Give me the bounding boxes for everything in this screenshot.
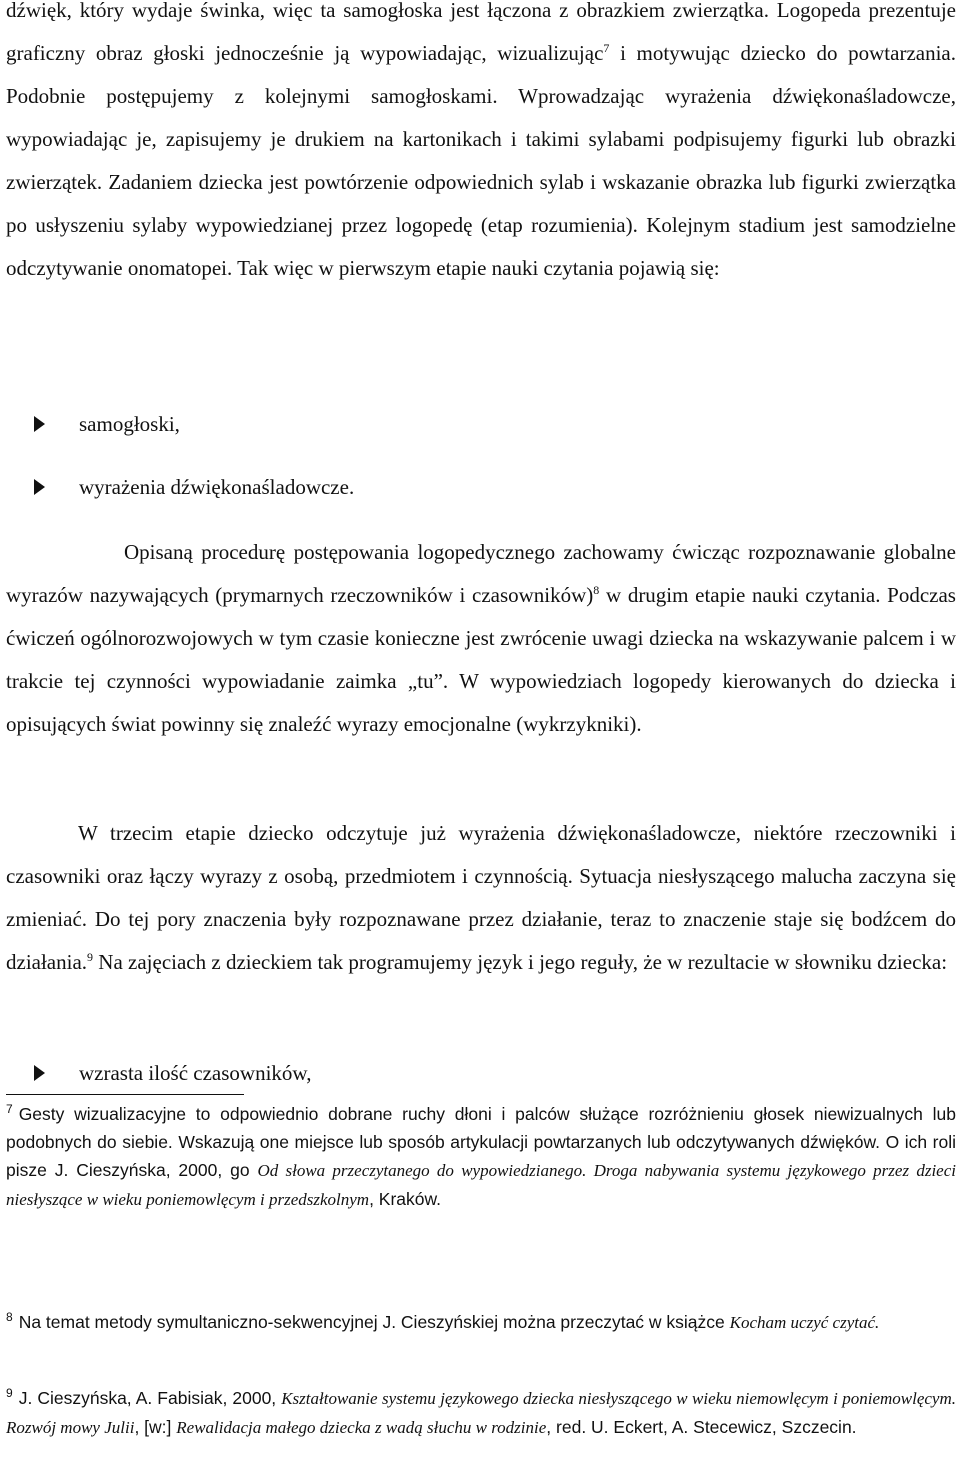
paragraph-2-text-a: Opisaną procedurę postępowania logopedycznego zachowamy ćwicząc rozpoznawanie globalne wyrazów nazywających (prymarnych rzeczowników i czasowników) [6,540,956,607]
footnote-text: J. Cieszyńska, A. Fabisiak, 2000, [18,1388,282,1408]
list-item [34,404,180,444]
footnote-separator [6,1094,244,1095]
footnote-title: Od słowa przeczytanego do wypowiedzianego. Droga nabywania systemu językowego przez dzieci niesłyszące w wieku poniemowlęcym i przedszkolnym [6,1161,956,1209]
footnote-9 [6,1384,956,1442]
footnote-title: Kocham uczyć czytać. [729,1313,880,1332]
footnote-title: Kształtowanie systemu językowego dziecka niesłyszącego w wieku niemowlęcym i poniemowlęcym. Rozwój mowy Julii [6,1389,956,1437]
list-item [34,1053,311,1093]
list-item-label: wyrażenia dźwiękonaśladowcze. [79,475,355,499]
list-item [34,467,354,507]
footnote-ref-9[interactable]: 9 [87,950,94,964]
triangle-bullet-icon [34,479,45,495]
paragraph-3-text-a: W trzecim etapie dziecko odczytuje już wyrażenia dźwiękonaśladowcze, niektóre rzeczowniki i czasowniki oraz łączy wyrazy z osobą, przedmiotem i czynnością. Sytuacja niesłyszącego malucha zaczyna się zmieniać. Do tej pory znaczenia były rozpoznawane przez działanie, teraz to znaczenie staje się bodźcem do działania. [6,821,956,974]
footnote-number: 7 [6,1102,13,1117]
footnote-text: Gesty wizualizacyjne to odpowiednio dobrane ruchy dłoni i palców służące rozróżnieniu głosek niewizualnych lub podobnych do siebie. Wskazują one miejsce lub sposób artykulacji powtarzanych lub odczytywanych dźwięków. O ich roli pisze J. Cieszyńska, 2000, go [6,1104,956,1180]
footnote-8 [6,1308,956,1337]
list-item-label: wzrasta ilość czasowników, [79,1061,312,1085]
paragraph-2-text-b: w drugim etapie nauki czytania. Podczas ćwiczeń ogólnorozwojowych w tym czasie konieczne jest zwrócenie uwagi dziecka na wskazywanie palcem i w trakcie tej czynności wypowiadanie zaimka „tu”. W wypowiedziach logopedy kierowanych do dziecka i opisujących świat powinny się znaleźć wyrazy emocjonalne (wykrzykniki). [6,583,956,736]
footnote-ref-8[interactable]: 8 [593,583,600,597]
footnote-text-end: , red. U. Eckert, A. Stecewicz, Szczecin. [546,1417,857,1437]
footnote-text: Na temat metody symultaniczno-sekwencyjnej J. Cieszyńskiej można przeczytać w książce [18,1312,730,1332]
footnote-number: 8 [6,1310,13,1325]
paragraph-1-text-b: i motywując dziecko do powtarzania. Podobnie postępujemy z kolejnymi samogłoskami. Wprowadzając wyrażenia dźwiękonaśladowcze, wypowiadając je, zapisujemy je drukiem na kartonikach i takimi sylabami podpisujemy figurki lub obrazki zwierzątek. Zadaniem dziecka jest powtórzenie odpowiednich sylab i wskazanie obrazka lub figurki zwierzątka po usłyszeniu sylaby wypowiedzianej przez logopedę (etap rozumienia). Kolejnym stadium jest samodzielne odczytywanie onomatopei. Tak więc w pierwszym etapie nauki czytania pojawią się: [6,41,956,280]
paragraph-1 [6,0,956,290]
footnote-7 [6,1100,956,1214]
paragraph-3 [6,812,956,984]
list-item-label: samogłoski, [79,412,180,436]
triangle-bullet-icon [34,1065,45,1081]
triangle-bullet-icon [34,416,45,432]
footnote-text-end: , Kraków. [369,1189,442,1209]
footnote-title-2: Rewalidacja małego dziecka z wadą słuchu w rodzinie [176,1418,547,1437]
paragraph-3-text-b: Na zajęciach z dzieckiem tak programujemy język i jego reguły, że w rezultacie w słowniku dziecka: [93,950,948,974]
footnote-ref-7[interactable]: 7 [603,41,610,55]
footnote-text-mid: , [w:] [134,1417,177,1437]
paragraph-2 [6,531,956,746]
paragraph-1-text-a: dźwięk, który wydaje świnka, więc ta samogłoska jest łączona z obrazkiem zwierzątka. Logopeda prezentuje graficzny obraz głoski jednocześnie ją wypowiadając, wizualizując [6,0,956,65]
footnote-number: 9 [6,1386,13,1401]
